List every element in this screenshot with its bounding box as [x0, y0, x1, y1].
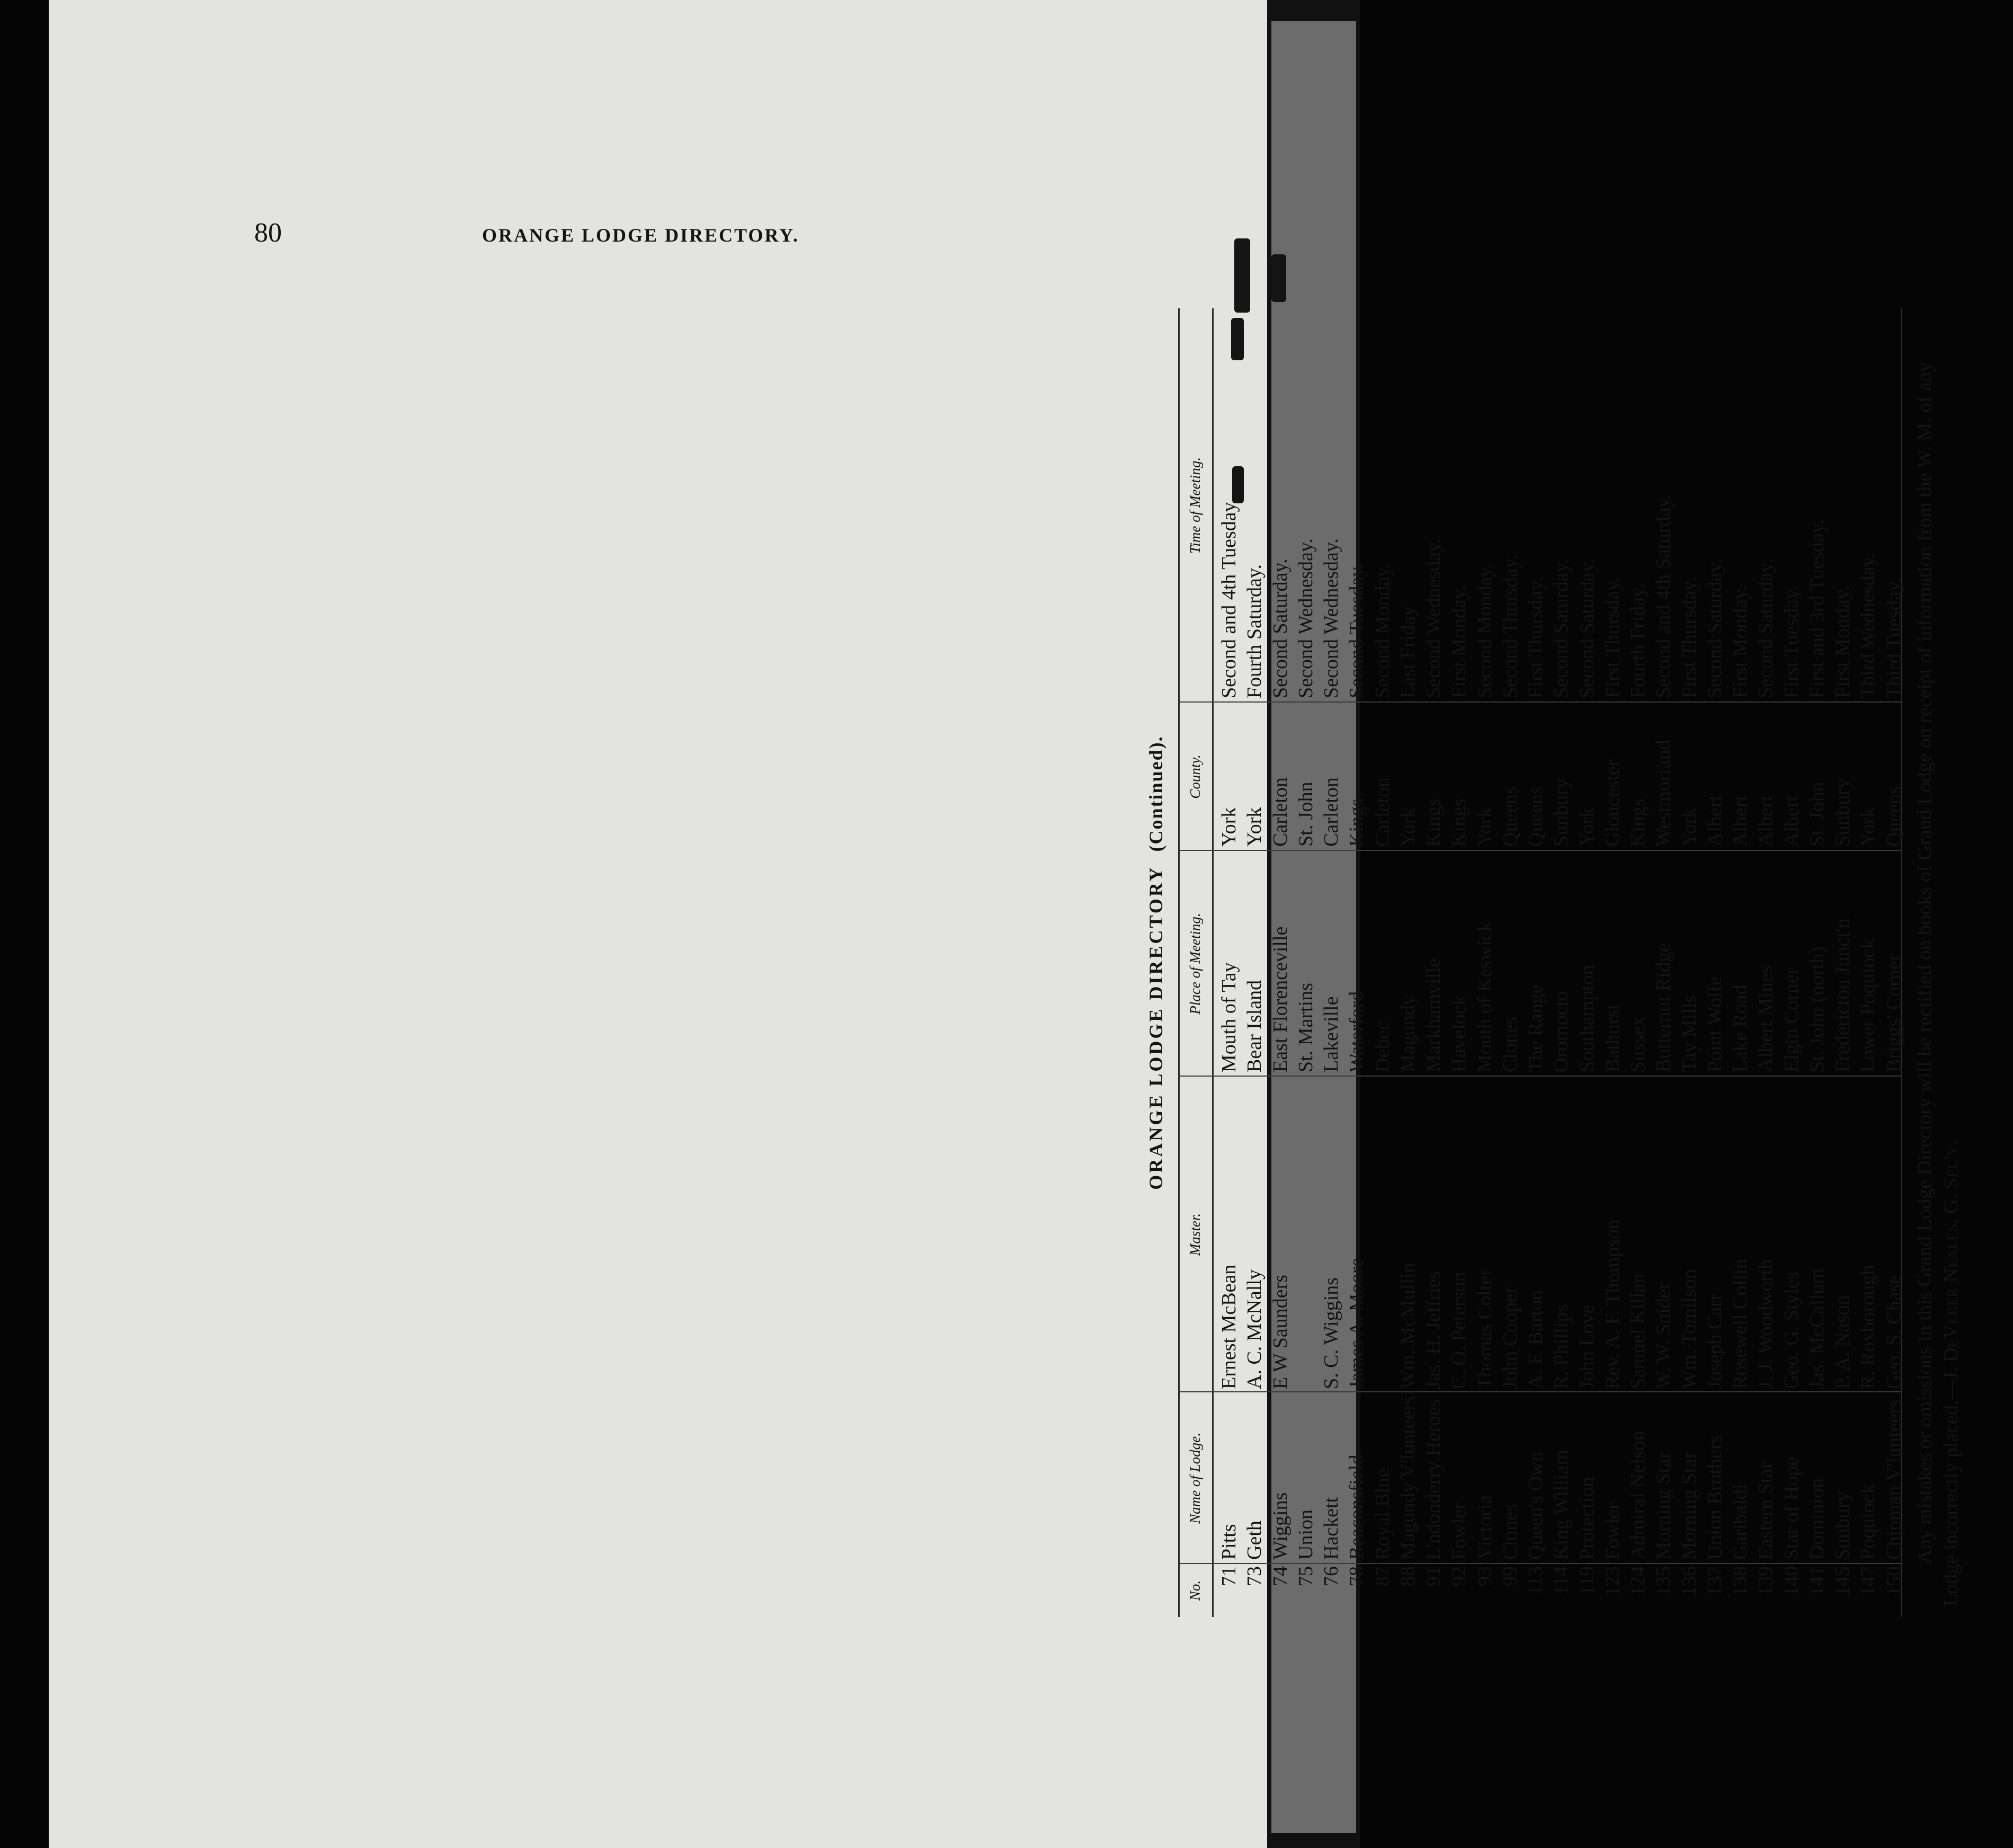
lodge-master: Rosewell Collin [1729, 1259, 1751, 1389]
lodge-number: 99 [1499, 1566, 1521, 1586]
lodge-master: R. Roxborough [1857, 1265, 1880, 1389]
table-row [1677, 308, 1702, 1617]
meeting-place: Point Wolfe [1703, 976, 1726, 1072]
lodge-number: 137 [1703, 1566, 1726, 1596]
table-row [1421, 308, 1446, 1617]
lodge-name: Pitts [1218, 1524, 1240, 1560]
meeting-place: St. John (north) [1805, 946, 1828, 1072]
meeting-place: Elgin Corner [1780, 967, 1803, 1072]
county: Westmoriand [1652, 740, 1675, 847]
lodge-master: J. J. Woodworth [1754, 1259, 1777, 1389]
table-row [1268, 308, 1293, 1617]
lodge-master: John Love [1575, 1304, 1598, 1389]
county: Albert [1703, 795, 1726, 847]
county: York [1575, 807, 1598, 847]
table-row [1804, 308, 1830, 1617]
meeting-time: Second Saturday. [1754, 558, 1777, 698]
table-row [1523, 308, 1548, 1617]
lodge-number: 88 [1396, 1566, 1419, 1586]
lodge-name: Geth [1243, 1521, 1266, 1560]
table-row [1753, 308, 1778, 1617]
meeting-time: Fourth Saturday. [1243, 564, 1266, 698]
directory-rows [1216, 308, 1907, 1617]
lodge-master: R. Phillips [1550, 1304, 1573, 1389]
meeting-place: Markhamville [1422, 958, 1445, 1072]
binding-mark [1271, 254, 1286, 302]
lodge-master: W. W. Snider [1652, 1282, 1675, 1389]
lodge-name: King William [1550, 1450, 1573, 1560]
lodge-name: Magundy V'lunteers [1396, 1396, 1419, 1560]
table-row [1830, 308, 1855, 1617]
county: Kings [1422, 798, 1445, 847]
meeting-place: Waterford [1346, 991, 1368, 1072]
lodge-name: Dominion [1805, 1478, 1828, 1560]
lodge-number: 75 [1294, 1566, 1317, 1586]
table-row [1216, 308, 1242, 1617]
county: St. John [1294, 781, 1317, 847]
lodge-number: 74 [1269, 1566, 1291, 1586]
lodge-name: Wiggins [1269, 1492, 1291, 1560]
meeting-place: Lower Poquiock [1857, 938, 1880, 1072]
county: Carleton [1269, 777, 1291, 847]
footer-note-text: Any mistakes or omissions in this Grand Lodge Directory will be rectified on books of Grand Lodge on receipt of information from the W. M. of any Lodge incorrectly placed.— [1913, 362, 1962, 1606]
lodge-number: 138 [1729, 1566, 1751, 1596]
lodge-name: Morning Star [1652, 1452, 1675, 1560]
meeting-place: St. Martins [1294, 983, 1317, 1072]
meeting-place: Bathurst [1601, 1004, 1624, 1072]
lodge-number: 78 [1346, 1566, 1368, 1586]
meeting-time: Last Friday [1396, 606, 1419, 698]
lodge-name: Union Brothers [1703, 1435, 1726, 1560]
table-top-rule [1178, 308, 1180, 1617]
meeting-time: Fourth Friday. [1627, 583, 1649, 698]
lodge-number: 145 [1831, 1566, 1854, 1596]
lodge-number: 76 [1320, 1566, 1342, 1586]
lodge-number: 150 [1882, 1566, 1905, 1596]
lodge-master: Samuel Killan [1627, 1273, 1649, 1389]
lodge-master: S. C. Wiggins [1320, 1277, 1342, 1389]
county: Carleton [1371, 777, 1394, 847]
county: York [1678, 807, 1700, 847]
lodge-master: A. F. Barton [1525, 1290, 1547, 1389]
lodge-number: 91 [1422, 1566, 1445, 1586]
table-row [1574, 308, 1600, 1617]
meeting-place: Albert Mines [1754, 965, 1777, 1072]
lodge-name: Victoria [1473, 1495, 1496, 1560]
meeting-time: First and 3rd Tuesday. [1805, 519, 1828, 698]
lodge-master: Geo. G. Styles [1780, 1272, 1803, 1389]
county: York [1473, 807, 1496, 847]
county: Albert [1754, 795, 1777, 847]
table-row [1498, 308, 1523, 1617]
directory-title [1144, 308, 1168, 1617]
table-row [1472, 308, 1498, 1617]
lodge-name: Queen's Own [1525, 1451, 1547, 1560]
lodge-number: 123 [1601, 1566, 1624, 1596]
meeting-place: East Florenceville [1269, 926, 1291, 1072]
header-place: Place of Meeting. [1187, 913, 1203, 1015]
meeting-place: Havelock [1448, 995, 1471, 1072]
county: Queens [1525, 786, 1547, 847]
lodge-master: Ernest McBean [1218, 1264, 1240, 1389]
lodge-name: Clones [1499, 1504, 1521, 1560]
lodge-master: Jas. McCallum [1805, 1268, 1828, 1389]
county: York [1218, 807, 1240, 847]
meeting-time: First Monday. [1448, 585, 1471, 698]
county: Queens [1882, 786, 1905, 847]
meeting-time: First Thursday. [1525, 576, 1547, 698]
county: York [1396, 807, 1419, 847]
meeting-time: Second Monday. [1371, 563, 1394, 698]
table-row [1727, 308, 1753, 1617]
table-row [1293, 308, 1319, 1617]
county: Sunbury [1550, 778, 1573, 847]
lodge-master: P. A. Nason [1831, 1295, 1854, 1389]
rotated-directory-table [1144, 308, 2013, 1617]
county: Kings [1346, 798, 1368, 847]
table-row [1446, 308, 1472, 1617]
page-number: 80 [254, 218, 282, 248]
lodge-number: 71 [1218, 1566, 1240, 1586]
meeting-time: Second Saturday. [1575, 558, 1598, 698]
lodge-master: Rev. A. F. Thompson [1601, 1219, 1624, 1389]
lodge-number: 87 [1371, 1566, 1394, 1586]
meeting-place: Mouth of Keswick [1473, 921, 1496, 1072]
meeting-time: Second Saturday. [1269, 558, 1291, 698]
county: Albert [1780, 795, 1803, 847]
meeting-place: Oromocto [1550, 990, 1573, 1072]
header-county: County. [1187, 754, 1203, 799]
table-row [1651, 308, 1676, 1617]
header-no: No. [1187, 1580, 1203, 1601]
binding-mark [1234, 238, 1250, 313]
lodge-number: 92 [1448, 1566, 1471, 1586]
meeting-time: Second Tuesday. [1346, 563, 1368, 698]
lodge-name: Admiral Nelson [1627, 1431, 1649, 1560]
meeting-place: Tay Mills [1678, 994, 1700, 1072]
directory-title-text: ORANGE LODGE DIRECTORY [1145, 865, 1166, 1190]
lodge-name: Royal Blue [1371, 1468, 1394, 1560]
table-row [1319, 308, 1344, 1617]
lodge-number: 73 [1243, 1566, 1266, 1586]
table-row [1855, 308, 1881, 1617]
scanned-page [49, 0, 1267, 1848]
lodge-master: Joseph Carr [1703, 1293, 1726, 1389]
lodge-number: 135 [1652, 1566, 1675, 1596]
meeting-time: First Thursday. [1678, 576, 1700, 698]
meeting-time: Second Wednesday. [1320, 538, 1342, 698]
lodge-name: Eastern Star [1754, 1462, 1777, 1560]
lodge-name: Garibaldi [1729, 1483, 1751, 1560]
header-master: Master. [1187, 1213, 1203, 1256]
lodge-number: 119 [1575, 1566, 1598, 1596]
meeting-place: Lakeville [1320, 996, 1342, 1072]
lodge-number: 114 [1550, 1566, 1573, 1596]
lodge-name: L'ndonderry Heroes [1422, 1399, 1445, 1560]
meeting-place: Bear Island [1243, 980, 1266, 1072]
meeting-place: Butternut Ridge [1652, 943, 1675, 1072]
county: Sunbury [1831, 778, 1854, 847]
table-row [1625, 308, 1651, 1617]
directory-title-continued: (Continued). [1145, 735, 1166, 852]
meeting-place: Lake Road [1729, 984, 1751, 1072]
meeting-place: Clones [1499, 1016, 1521, 1072]
county: St. John [1805, 781, 1828, 847]
lodge-master: James A. Moore [1346, 1257, 1368, 1389]
table-row [1344, 308, 1369, 1617]
meeting-place: Debec [1371, 1020, 1394, 1072]
table-row [1548, 308, 1574, 1617]
lodge-name: Sunbury [1831, 1491, 1854, 1560]
table-row [1881, 308, 1907, 1617]
lodge-master: Thomas Colter [1473, 1269, 1496, 1389]
table-row [1600, 308, 1625, 1617]
county: Albert [1729, 795, 1751, 847]
meeting-time: Third Tuesday. [1882, 578, 1905, 698]
lodge-name: Union [1294, 1509, 1317, 1560]
county: Gloucester [1601, 759, 1624, 847]
meeting-time: Second Saturday. [1703, 558, 1726, 698]
county: Carleton [1320, 777, 1342, 847]
meeting-time: First Monday. [1729, 585, 1751, 698]
header-lodge-name: Name of Lodge. [1187, 1433, 1203, 1524]
table-header-rule [1212, 308, 1214, 1617]
county: Kings [1448, 798, 1471, 847]
lodge-name: Fowler [1448, 1503, 1471, 1560]
meeting-time: Second Thursday. [1499, 554, 1521, 698]
lodge-name: Fowler [1601, 1503, 1624, 1560]
county: York [1243, 807, 1266, 847]
lodge-master: John Cooper [1499, 1286, 1521, 1389]
lodge-number: 139 [1754, 1566, 1777, 1596]
meeting-place: Southampton [1575, 965, 1598, 1072]
lodge-master: A. C. McNally [1243, 1269, 1266, 1389]
meeting-time: Second Wednesday. [1422, 538, 1445, 698]
table-row [1702, 308, 1727, 1617]
table-row [1242, 308, 1267, 1617]
lodge-name: Beaconsfield [1346, 1454, 1368, 1560]
lodge-name: Poquiock [1857, 1483, 1880, 1560]
meeting-place: Mouth of Tay [1218, 962, 1240, 1072]
meeting-time: First Monday. [1831, 585, 1854, 698]
lodge-master: E W Saunders [1269, 1274, 1291, 1389]
lodge-name: Protection [1575, 1477, 1598, 1560]
meeting-place: The Range [1525, 984, 1547, 1072]
footer-note [1911, 319, 1964, 1606]
meeting-place: Sussex [1627, 1016, 1649, 1072]
meeting-time: Second Saturday. [1550, 558, 1573, 698]
meeting-place: Fredericton Junct'n [1831, 918, 1854, 1072]
meeting-time: Second and 4th Tuesday. [1218, 498, 1240, 698]
lodge-number: 136 [1678, 1566, 1700, 1596]
meeting-time: First Tuesday. [1780, 585, 1803, 698]
lodge-number: 93 [1473, 1566, 1496, 1586]
table-row [1395, 308, 1421, 1617]
county: York [1857, 807, 1880, 847]
lodge-name: Star of Hope [1780, 1456, 1803, 1560]
meeting-place: Magundy [1396, 995, 1419, 1072]
lodge-master: C. O. Peterson [1448, 1272, 1471, 1389]
lodge-number: 141 [1805, 1566, 1828, 1596]
county: Kings [1627, 798, 1649, 847]
lodge-name: Chipman V'lunteers [1882, 1399, 1905, 1560]
county: Queens [1499, 786, 1521, 847]
lodge-number: 113 [1525, 1566, 1547, 1596]
running-title: ORANGE LODGE DIRECTORY. [482, 225, 799, 246]
lodge-number: 147 [1857, 1566, 1880, 1596]
meeting-time: Second and 4th Saturday. [1652, 494, 1675, 698]
lodge-name: Hackett [1320, 1497, 1342, 1560]
meeting-time: First Thursday. [1601, 576, 1624, 698]
lodge-name: Morning Star [1678, 1452, 1700, 1560]
signature: J. DeVeber Neales, G. Sec'y. [1940, 1140, 1962, 1380]
meeting-time: Second Monday. [1473, 563, 1496, 698]
lodge-master: Geo. S. Chase [1882, 1275, 1905, 1389]
lodge-number: 124 [1627, 1566, 1649, 1596]
table-row [1370, 308, 1395, 1617]
meeting-place: Briggs' Corner [1882, 954, 1905, 1072]
lodge-number: 140 [1780, 1566, 1803, 1596]
meeting-time: Second Wednesday. [1294, 538, 1317, 698]
header-time: Time of Meeting. [1187, 457, 1203, 554]
lodge-master: Wm. Tomilson [1678, 1269, 1700, 1389]
lodge-master: Jas. H. Jeffries [1422, 1270, 1445, 1389]
lodge-master: Wm. McMullin [1396, 1263, 1419, 1389]
table-row [1779, 308, 1804, 1617]
meeting-time: Third Wednesday. [1857, 553, 1880, 698]
